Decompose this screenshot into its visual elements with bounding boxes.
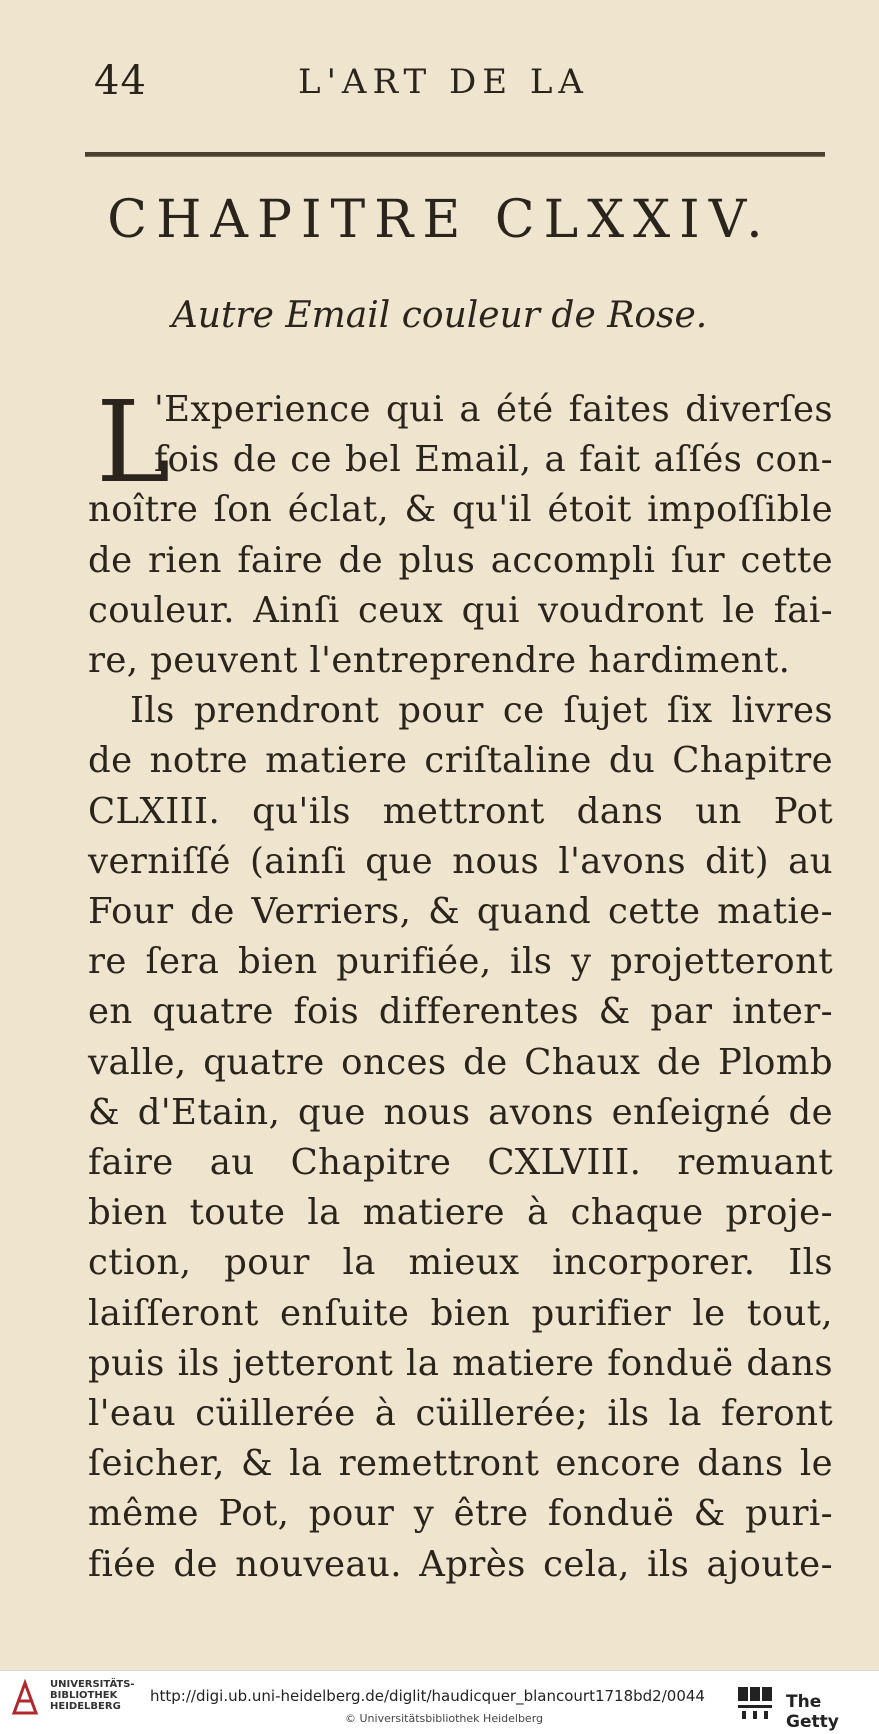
text-line: fois de ce bel Email, a fait aſſés con- xyxy=(154,439,833,481)
text-line: noître ſon éclat, & qu'il étoit impoſſible xyxy=(88,489,833,531)
text-line: re, peuvent l'entreprendre hardiment. xyxy=(88,640,791,682)
copyright-notice: © Universitätsbibliothek Heidelberg xyxy=(345,1712,544,1725)
text-line: verniſſé (ainſi que nous l'avons dit) au xyxy=(88,840,833,882)
header-rule xyxy=(85,152,825,157)
text-line: Four de Verriers, & quand cette matie- xyxy=(88,891,833,933)
text-line: en quatre fois differentes & par inter- xyxy=(88,991,833,1033)
text-line: de notre matiere criſtaline du Chapitre xyxy=(88,740,833,782)
text-line: Ils prendront pour ce ſujet ſix livres xyxy=(130,690,833,732)
text-line: laiſſeront enſuite bien purifier le tout, xyxy=(88,1292,833,1334)
getty-label: The Getty xyxy=(786,1692,839,1732)
text-line: 'Experience qui a été faites diverſes xyxy=(154,389,833,430)
library-name: UNIVERSITÄTS-BIBLIOTHEK HEIDELBERG xyxy=(50,1679,135,1712)
text-line: re ſera bien purifiée, ils y projetteront xyxy=(88,941,833,983)
page-header xyxy=(88,58,818,108)
running-head: L'ART DE LA xyxy=(298,62,589,102)
text-line: couleur. Ainſi ceux qui voudront le fai- xyxy=(88,589,833,631)
text-line: ſeicher, & la remettront encore dans le xyxy=(88,1443,833,1485)
text-line: valle, quatre onces de Chaux de Plomb xyxy=(88,1041,833,1083)
chapter-title: CHAPITRE CLXXIV. xyxy=(107,190,772,250)
university-logo-icon xyxy=(10,1679,40,1715)
text-line: fiée de nouveau. Après cela, ils ajoute- xyxy=(88,1543,833,1585)
body-text xyxy=(88,378,833,1590)
text-line: puis ils jetteront la matiere fonduë dans xyxy=(88,1342,833,1384)
text-line: CLXIII. qu'ils mettront dans un Pot xyxy=(88,790,833,832)
text-line: l'eau cüillerée à cüillerée; ils la feront xyxy=(88,1393,833,1435)
text-line: bien toute la matiere à chaque proje- xyxy=(88,1192,833,1234)
page-number: 44 xyxy=(94,58,147,104)
text-line: faire au Chapitre CXLVIII. remuant xyxy=(88,1142,833,1184)
text-line: & d'Etain, que nous avons enſeigné de xyxy=(88,1091,833,1133)
getty-logo-icon xyxy=(736,1685,774,1721)
text-line: même Pot, pour y être fonduë & puri- xyxy=(88,1493,833,1535)
viewer-footer xyxy=(0,1670,879,1734)
permalink-url[interactable]: http://digi.ub.uni-heidelberg.de/diglit/haudicquer_blancourt1718bd2/0044 xyxy=(150,1687,705,1705)
text-line: ction, pour la mieux incorporer. Ils xyxy=(88,1242,833,1284)
text-line: de rien faire de plus accompli ſur cette xyxy=(88,539,833,581)
drop-cap: L xyxy=(96,378,171,508)
chapter-subtitle: Autre Email couleur de Rose. xyxy=(171,295,708,336)
